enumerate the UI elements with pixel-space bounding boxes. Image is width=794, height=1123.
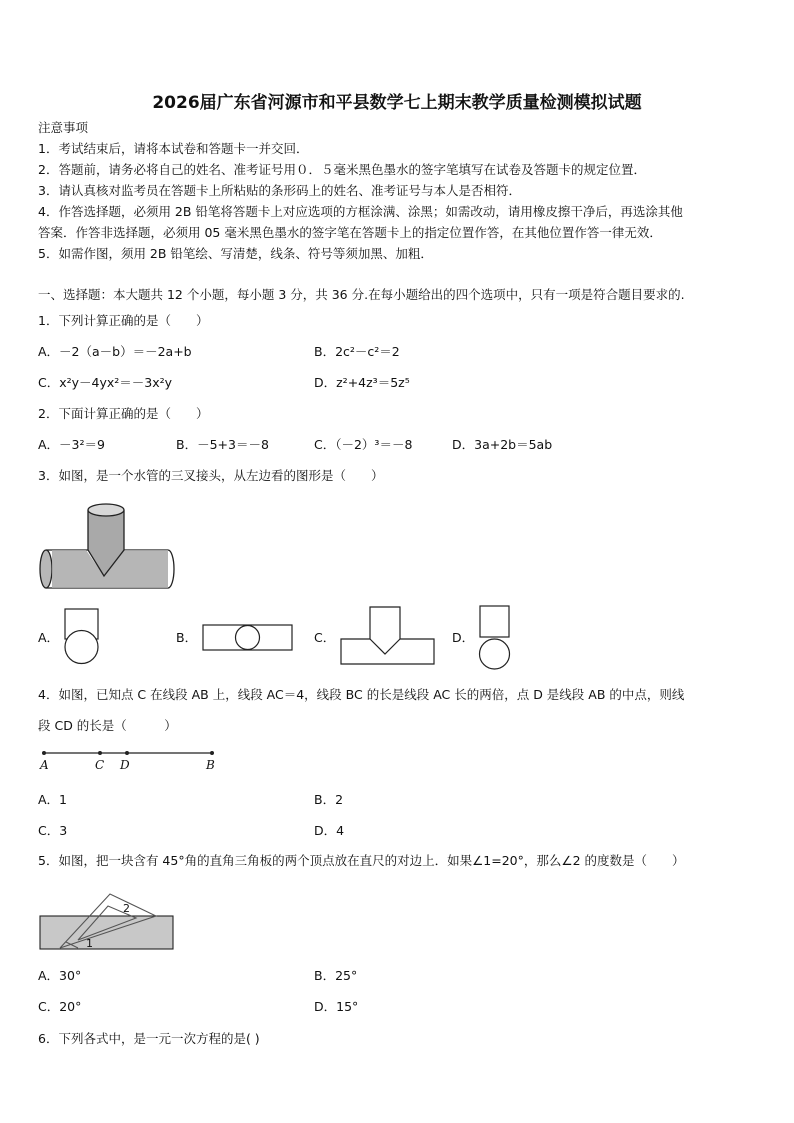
q1-option-d: D．z²+4z³＝5z⁵ [314,375,410,390]
q5-option-b: B．25° [314,968,358,983]
q5-option-c: C．20° [38,999,82,1014]
q4-option-d: D．4 [314,823,345,838]
notice-heading: 注意事项 [38,120,89,135]
q3-option-b-figure [202,624,294,652]
q2-option-b: B．－5+3＝－8 [176,437,269,452]
notice-line-4: 4．作答选择题，必须用 2B 铅笔将答题卡上对应选项的方框涂满、涂黑；如需改动，请用橡皮擦干净后，再选涂其他 [38,204,683,219]
pipe-tee-figure [38,498,178,594]
notice-line-5: 答案．作答非选择题，必须用 05 毫米黑色墨水的签字笔在答题卡上的指定位置作答，在其他位置作答一律无效． [38,225,662,240]
notice-line-6: 5．如需作图，须用 2B 铅笔绘、写清楚，线条、符号等须加黑、加粗． [38,246,433,261]
point-label-c: C [95,758,105,772]
q4-option-c: C．3 [38,823,68,838]
q3-option-a-figure [64,608,100,666]
notice-line-2: 2．答题前，请务必将自己的姓名、准考证号用０．５毫米黑色墨水的签字笔填写在试卷及答题卡的规定位置． [38,162,646,177]
q2-option-d: D．3a+2b＝5ab [452,437,553,452]
q4-stem-line-2: 段 CD 的长是（ ） [38,718,177,733]
q1-option-a: A．－2（a－b）＝－2a+b [38,344,192,359]
q3-option-c: C． [314,630,336,645]
q2-option-c: C．（－2）³＝－8 [314,437,413,452]
notice-line-1: 1．考试结束后，请将本试卷和答题卡一并交回． [38,141,309,156]
angle-2-label: 2 [123,902,130,915]
q3-option-c-figure [340,606,436,666]
q3-option-a: A． [38,630,60,645]
notice-line-3: 3．请认真核对监考员在答题卡上所粘贴的条形码上的姓名、准考证号与本人是否相符． [38,183,521,198]
q1-stem: 1．下列计算正确的是（ ） [38,313,209,328]
q2-option-a: A．－3²＝9 [38,437,105,452]
q3-option-d: D． [452,630,475,645]
section-heading: 一、选择题：本大题共 12 个小题，每小题 3 分，共 36 分.在每小题给出的四个选项中，只有一项是符合题目要求的. [38,287,685,302]
ruler-triangle-figure [38,892,178,952]
q3-option-b: B． [176,630,198,645]
point-label-a: A [40,758,49,772]
q3-stem: 3．如图，是一个水管的三叉接头，从左边看的图形是（ ） [38,468,384,483]
point-label-b: B [206,758,215,772]
page-title: 2026届广东省河源市和平县数学七上期末教学质量检测模拟试题 [152,93,642,113]
q2-stem: 2．下面计算正确的是（ ） [38,406,209,421]
q5-option-d: D．15° [314,999,359,1014]
q6-stem: 6．下列各式中，是一元一次方程的是( ) [38,1031,260,1046]
point-label-d: D [120,758,130,772]
q1-option-b: B．2c²－c²＝2 [314,344,400,359]
q4-option-a: A．1 [38,792,68,807]
q5-option-a: A．30° [38,968,82,983]
q3-option-d-figure [478,605,512,671]
q5-stem: 5．如图，把一块含有 45°角的直角三角板的两个顶点放在直尺的对边上．如果∠1=20°，那么∠2 的度数是（ ） [38,853,685,868]
q4-stem-line-1: 4．如图，已知点 C 在线段 AB 上，线段 AC＝4，线段 BC 的长是线段 AC 长的两倍，点 D 是线段 AB 的中点，则线 [38,687,685,702]
q4-option-b: B．2 [314,792,344,807]
q1-option-c: C．x²y－4yx²＝－3x²y [38,375,173,390]
angle-1-label: 1 [86,937,93,950]
